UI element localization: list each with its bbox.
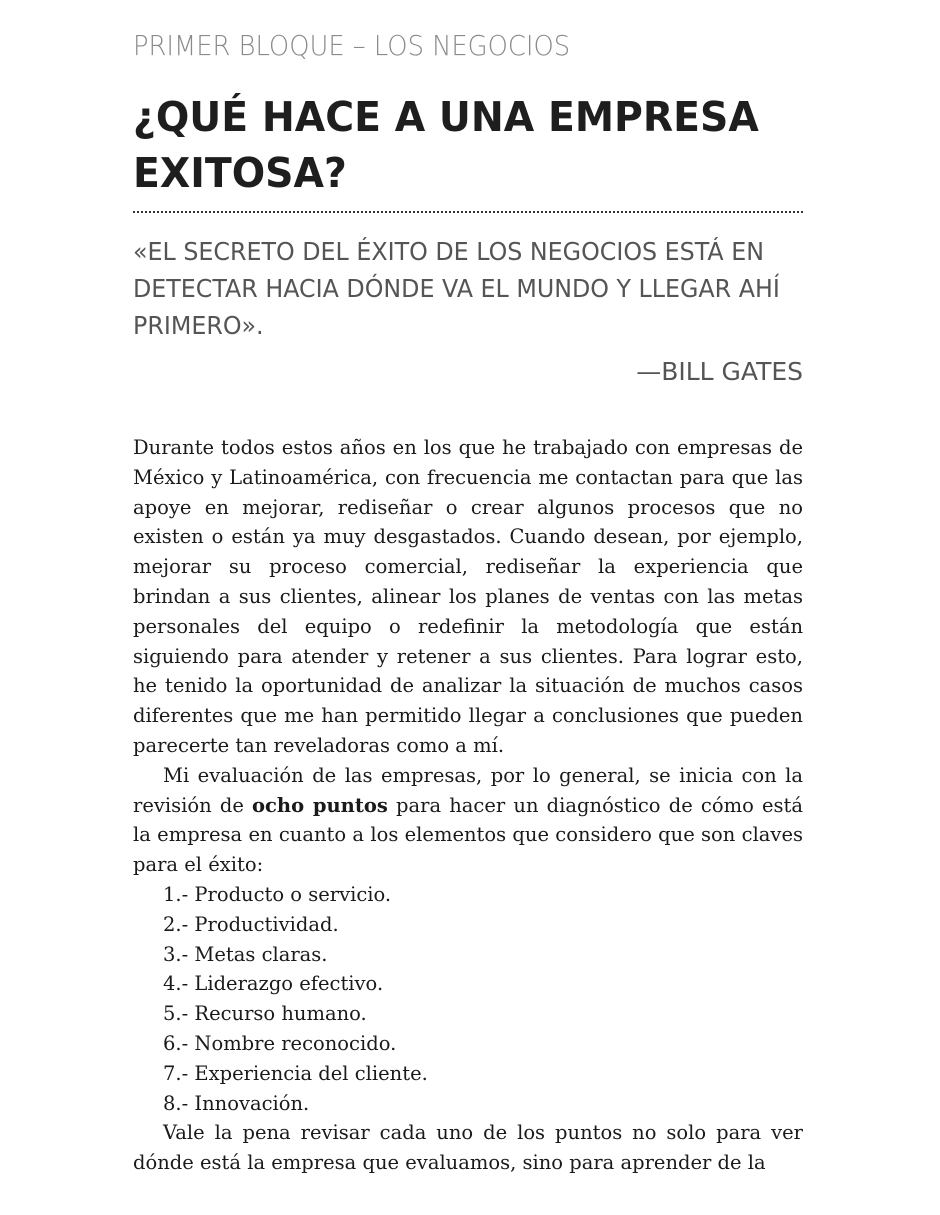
list-item: 2.- Productividad. (163, 912, 339, 936)
key-points-list (133, 880, 803, 1118)
paragraph-2 (133, 761, 803, 880)
paragraph-2-bold: ocho puntos (252, 793, 388, 817)
book-page (133, 28, 803, 1178)
list-item: 6.- Nombre reconocido. (163, 1031, 397, 1055)
list-item: 5.- Recurso humano. (163, 1002, 367, 1026)
list-item: 8.- Innovación. (163, 1091, 310, 1115)
list-item: 3.- Metas claras. (163, 942, 328, 966)
paragraph-3: Vale la pena revisar cada uno de los puntos no solo para ver dónde está la empresa que evaluamos, sino para aprender de la (133, 1121, 803, 1175)
list-item: 7.- Experiencia del cliente. (163, 1061, 428, 1085)
chapter-title: ¿QUÉ HACE A UNA EMPRESA EXITOSA? (133, 93, 759, 197)
paragraph-2-start: Mi evaluación de las empresas, por lo general, se inicia con la revisión de (133, 763, 803, 817)
body-text (133, 433, 803, 1178)
list-item: 4.- Liderazgo efectivo. (163, 972, 384, 996)
list-item: 1.- Producto o servicio. (163, 882, 392, 906)
epigraph-quote: «EL SECRETO DEL ÉXITO DE LOS NEGOCIOS ESTÁ EN DETECTAR HACIA DÓNDE VA EL MUNDO Y LLEGAR AHÍ PRIMERO». (133, 237, 780, 340)
paragraph-2-end: para hacer un diagnóstico de cómo está la empresa en cuanto a los elementos que considero que son claves para el éxito: (133, 793, 803, 877)
section-label: PRIMER BLOQUE – LOS NEGOCIOS (133, 29, 571, 62)
epigraph-author: —BILL GATES (636, 357, 803, 386)
paragraph-1: Durante todos estos años en los que he trabajado con empresas de México y Latinoamérica, con frecuencia me contactan para que las apoye en mejorar, rediseñar o crear algunos procesos que no existen o están ya muy desgastados. Cuando desean, por ejemplo, mejorar su proceso comercial, rediseñar la experiencia que brindan a sus clientes, alinear los planes de ventas con las metas personales del equipo o redefinir la metodología que están siguiendo para atender y retener a sus clientes. Para lograr esto, he tenido la oportunidad de analizar la situación de muchos casos diferentes que me han permitido llegar a conclusiones que pueden parecerte tan reveladoras como a mí. (133, 436, 803, 757)
dotted-divider (133, 211, 803, 213)
